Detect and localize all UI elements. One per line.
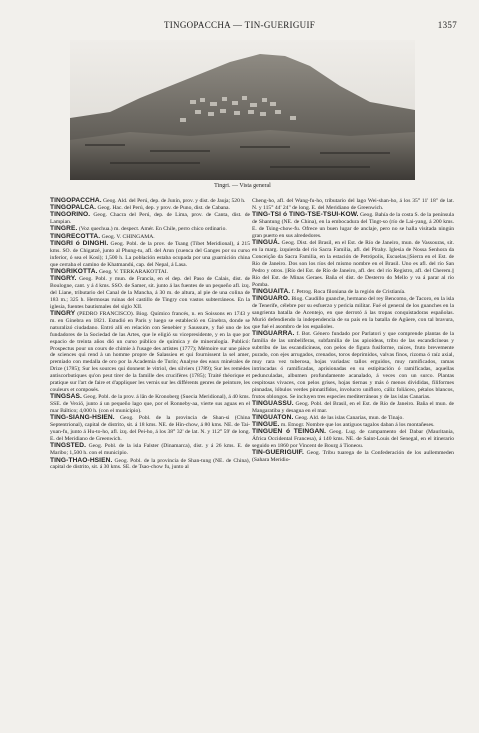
dictionary-entry [50, 241, 250, 269]
dictionary-entry [50, 458, 250, 472]
dictionary-entry [252, 415, 454, 422]
dictionary-entry [50, 212, 250, 226]
entry-text: Geog. Chacra del Perú, dep. de Lima, prov. de Canta, dist. de Lampian. [50, 212, 250, 226]
running-header [0, 20, 479, 34]
dictionary-entry [50, 276, 250, 311]
entry-text: f. Bot. Género fundado por Parlatori y que comprende plantas de la familia de las umbelíferas, subfamilia de las apioideas, tribu de las escandicíneas y subtribu de las escandicíneas, con pelos de figura fusiforme, raíces, fruto brevemente purado, con ejes arrugados, crenados, toros deprimidos, valvas finos, rizoma ó raíz axial, muy rara vez tuberosa, hojas variadas: tallos erguidos, muy ramificados, ramas intrincadas ó ramificadas, aprisionadas en su estipitación ó ramificadas, aquellas pedunculadas, albumen profundamente acanalado, á veces con un surco. Plantas cespitosas vivaces, con pelos grises, hojas tiernas y más ó menos divididas, filiformes pinnadas, lóbulos verdes pinnatifidos, involucro unifloro, cáliz foliáceo, pétalos blancos, frutos oblongos. Se incluyen tres especies mediterráneas y de las islas Canarias. [252, 331, 454, 400]
entry-headword: TINGUARO. [252, 295, 290, 303]
entry-text: Geog. Bahía de la costa S. de la península de Shantung (NE. de China), en la embocadura del Tingt-so (río de Lai-yang, á 200 kms. E. de Tsing-chow-fu. Ofrece un buen lugar de anclaje, pero no se halla visitada ningún gran puerto en sus alrededores. [252, 212, 455, 239]
right-column [252, 198, 454, 464]
dictionary-entry [50, 443, 250, 457]
entry-headword: TINGUÁ. [252, 239, 280, 247]
left-column [50, 198, 250, 472]
running-title: TINGOPACCHA — TIN-GUERIGUIF [163, 20, 316, 30]
landscape-photo [70, 40, 415, 180]
entry-headword: TINGUAITA. [252, 287, 291, 295]
dictionary-entry [252, 429, 454, 450]
entry-headword: TINGUE. [252, 421, 280, 428]
dictionary-entry [50, 311, 250, 394]
figure-caption: Tingri. — Vista general [214, 183, 271, 189]
entry-text: Geog. Pobl. y mun. de Francia, en el dep. del Paso de Calais, dist. de Boulogne, cant. y á 4 kms. SSO. de Samer, sit. junto á las fuentes de un pequeño afl. izq. del Liane, tributario del Canal de la Mancha, á 30 m. de altura, al pie de una colina de 183 m.; 325 h. Hermosas ruinas del castillo de Tingry con vastos subterráneos. En la iglesia, fuentes bautismales del siglo XII. [50, 275, 250, 310]
entry-headword: TINGUATON. [252, 413, 294, 421]
entry-text: Geog. Pobl. de la isla Falster (Dinamarca), dist. y á 26 kms. E. de Maribo; 1,500 h. con el municipio. [50, 443, 250, 457]
dictionary-entry [252, 401, 454, 415]
dictionary-entry [50, 415, 250, 443]
entry-text: Geog. Pobl. de la prov. á lân de Kronoberg (Suecia Meridional), á 40 kms. SSE. de Vexiö, junto á un pequeño lago que, por el Ronneby-aa, vierte sus aguas en el mar Báltico; 4,000 h. (con el municipio). [50, 394, 250, 415]
dictionary-entry [252, 331, 454, 401]
entry-text: f. Petrog. Roca filoniana de la región de Cristianía. [291, 288, 406, 295]
entry-text: Geog. Pobl. de la provincia de Shan-si (China Septentrional), capital de distrito, sit. á 18 kms. NE. de Hin-chow, á 80 kms. NE. de Tai-yuan-fu, junto á Hu-to-ho, afl. izq. del Pei-ho, á los 38° 32' de lat. N. y 112° 59' de long. E. del Meridiano de Greenwich. [50, 415, 250, 443]
entry-text: Geog. Hac. del Perú, dep. y prov. de Puno, dist. de Cabana. [97, 205, 230, 212]
entry-headword: TINGRIKOTTA. [50, 267, 98, 275]
hill-village-illustration [70, 40, 415, 180]
entry-headword: TINGUEN ó TEINGAN. [252, 428, 327, 436]
entry-headword: TING-TSI ó TING-TSE-TSUI-KOW. [252, 211, 359, 219]
page-number: 1357 [437, 20, 457, 30]
entry-text: Geog. Ald. de las islas Canarias, mun. de Tinajo. [294, 414, 404, 421]
entry-text: Geog. Tribu tuarega de la Confederación de los aullemmeden (Sahara Meridio- [252, 450, 454, 464]
entry-headword: TINGOPALCA. [50, 204, 97, 212]
entry-text: Geog. V. CHINGAMA. [101, 233, 155, 240]
dictionary-entry [252, 212, 454, 240]
dictionary-entry [252, 198, 454, 212]
entry-headword: TINGRE. [50, 225, 78, 233]
entry-text: Geog. V. TERKARAKOTTAI. [99, 268, 169, 275]
entry-headword: TINGSAS. [50, 393, 82, 401]
entry-text: Geog. Dist. del Brasil, en el Est. de Río de Janeiro, mun. de Vassouras, sit. en la marg. izquierda del río Sacra Familia, afl. del Pirahy. Iglesia de Nossa Senhora da Conceição da Sacra Familia, en la estación de Petrópolis, Escuelas.||Sierra en el Est. de Río de Janeiro. Dos son los ríos del mismo nombre en el Brasil. Uno es afl. del río San Pedro y otros. ||Río del Est. de Río de Janeiro, afl. der. del río Registro, afl. del Cherem.|| Río del Est. de Minas Geraes. Baña el dist. de Desterro do Mello y va á parar al río Pomba. [252, 240, 454, 288]
entry-headword: TING-THAO-HSIEN. [50, 456, 113, 464]
entry-headword: TINGRY [50, 309, 76, 317]
entry-text: Biog. Caudillo guanche, hermano del rey Bencomo, de Tacoro, en la isla de Tenerife, célebre por su esfuerzo y pericia militar. Fué el general de los guanches en la sangrienta batalla de Acentejo, en que derrotó á las tropas conquistadoras españolas. Murió defendiendo la independencia de su país en la batalla de Agüere, con tal bravura, que fué el asombro de los españoles. [252, 296, 454, 330]
entry-text: Geog. Ald. del Perú, dep. de Junín, prov. y dist. de Jauja; 520 h. [103, 198, 246, 204]
entry-text: Geog. Lug. de campamento del Dabar (Mauritania, África Occidental Francesa), á 140 kms. NE. de Saint-Louis del Senegal, en el itinerario seguido en 1860 por Vincent de Bourg á Tioneou. [252, 429, 454, 450]
entry-headword: TINGRECOTTA. [50, 232, 101, 240]
dictionary-entry [50, 394, 250, 415]
entry-headword: TINGRY. [50, 274, 77, 282]
entry-headword: TINGRI ó DINGHI. [50, 239, 109, 247]
dictionary-entry [252, 240, 454, 289]
entry-headword: TINGUARRA. [252, 330, 295, 338]
entry-headword: TING-SIANG-HSIEN. [50, 414, 115, 422]
entry-headword: TIN-GUERIGUIF. [252, 449, 304, 457]
dictionary-entry [252, 296, 454, 331]
entry-headword: TINGUASSU. [252, 399, 294, 407]
entry-text: Geog. Pobl. de la prov. de Tsang (Tíbet Meridional), á 215 kms. SO. de Chigatzé, junto al Phung-tu, afl. del Arun (cuenca del Ganges por su curso inferior, ó sea el Kosi); 1,500 h. La población estaba ocupada por una guarnición china que cerraba el camino de Khatmandú, cap. del Nepal, á Lasa. [50, 240, 250, 268]
entry-text: Geog. Pobl. del Brasil, en el Est. de Río de Janeiro. Baña el mun. de Mangaratiba y desagua en el mar. [252, 400, 454, 414]
entry-text: (Voz quechua.) m. despect. Amér. En Chile, perro chico ordinario. [78, 226, 227, 233]
entry-text: Geog. Pobl. de la provincia de Shan-tung (NE. de China), capital de distrito, sit. á 30 kms. SE. de Tsao-chow fu, junto al [50, 457, 250, 471]
entry-headword: TINGORINO. [50, 211, 91, 219]
entry-headword: TINGSTED. [50, 442, 87, 450]
entry-text: Cheng-ho, afl. del Wang-fu-ho, tributario del lago Wei-shan-ho, á los 35° 11' 18" de lat. N. y 115° 44' 24" de long. E. del Meridiano de Greenwich. [252, 198, 454, 211]
dictionary-entry [50, 269, 250, 276]
entry-headword: TINGOPACCHA. [50, 197, 102, 204]
entry-text: (PEDRO FRANCISCO). Biog. Químico francés, n. en Soissons en 1743 y m. en Ginebra en 1821. Estudió en París y luego se estableció en Ginebra, donde se naturalizó ciudadano. Entró allí en relación con Senebier y Saussure, y fué uno de los fundadores de la Sociedad de las Artes, que le eligió su vicepresidente, y en la que por espacio de treinta años dió un curso público de química y de mineralogía. Publicó: Prospectus pour un cours de chimie à l'usage des artistes (1777); Mémoire sur une pièce de sciences qui rend à un homme propre de Salassieu et qui fournissent la sel amer, premiado con medalla de oro por la Academia de Turín; Analyse des eaux minérales de Drize (1785); Sur les sources qui donnent le vitriol, des silviers (1789); Sur les remèdes antiscorbutiques qu'on peut tirer de la famille des crucifères (1785); Traité théorique et pratique sur l'art de faire et d'appliquer les vernis sur les différents genres de peinture, les couleurs et composés. [50, 310, 250, 394]
dictionary-entry [252, 450, 454, 464]
entry-text: m. Etnogr. Nombre que los antiguos tagalos daban á los montañeses. [280, 422, 435, 428]
